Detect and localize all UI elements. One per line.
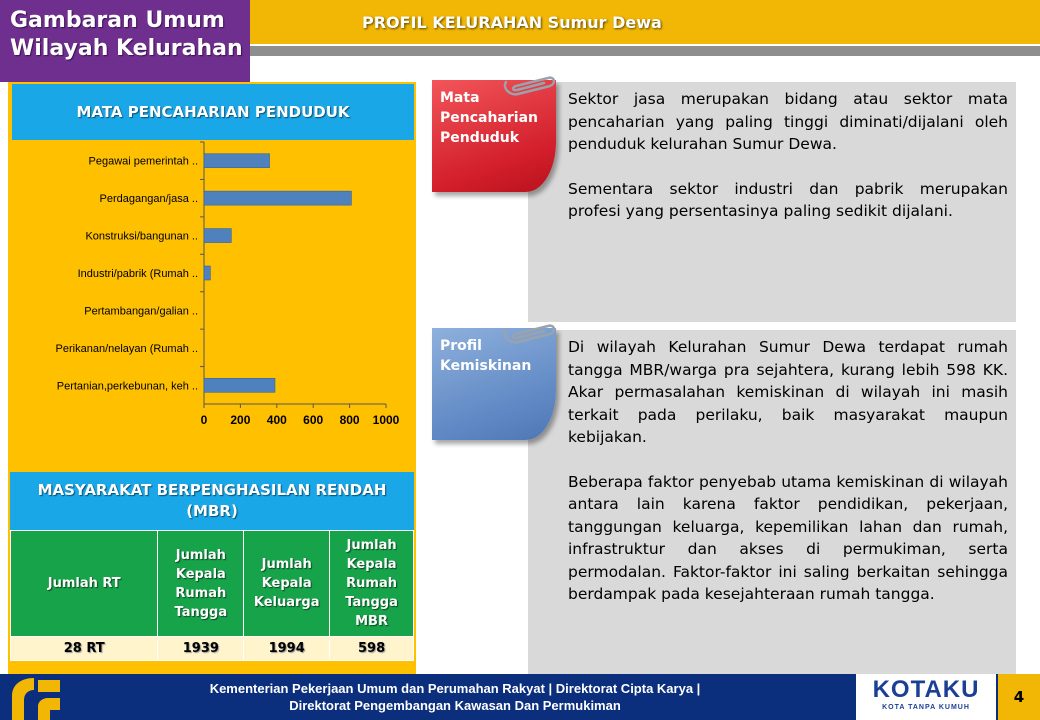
chart-x-tick-label: 1000 [372,413,400,427]
paperclip-icon [500,74,558,108]
paperclip-icon [500,322,558,356]
profile-title: PROFIL KELURAHAN Sumur Dewa [362,13,662,32]
mbr-cell: 28 RT [11,637,158,661]
poverty-paragraph-2: Beberapa faktor penyebab utama kemiskinan di wilayah antara lain karena faktor pendidikan, pekerjaan, tanggungan keluarga, kepemilikan lahan dan rumah, infrastruktur dan akses di permukiman, serta permodalan. Faktor-faktor ini saling berkaitan sehingga berdampak pada kesejahteraan rumah tangga. [568,472,1008,603]
mbr-header-row [11,531,414,637]
sticky-note-poverty: Profil Kemiskinan [432,328,556,440]
chart-bar [204,266,210,280]
mbr-header-cell: Jumlah Kepala Rumah Tangga [158,531,244,637]
section-title-line2: Wilayah Kelurahan [10,36,243,61]
chart-bar [204,191,351,205]
footer-line-1: Kementerian Pekerjaan Umum dan Perumahan Rakyat | Direktorat Cipta Karya | [209,681,701,696]
occupation-bar-chart [10,140,416,440]
occupation-paragraph-1: Sektor jasa merupakan bidang atau sektor mata pencaharian yang paling tinggi diminati/dijalani oleh penduduk kelurahan Sumur Dewa. [568,90,1008,153]
mbr-header-cell: Jumlah RT [11,531,158,637]
chart-category-label: Industri/pabrik (Rumah .. [77,268,198,280]
poverty-text [568,336,1008,606]
chart-category-label: Pertambangan/galian .. [84,305,198,318]
section-title [10,7,245,63]
section-title-line1: Gambaran Umum [10,8,225,33]
kotaku-logo: KOTAKU [872,676,980,703]
chart-category-label: Pertanian,perkebunan, keh .. [56,380,198,393]
mbr-cell: 1994 [244,637,330,661]
kotaku-tagline: KOTA TANPA KUMUH [882,704,970,711]
mbr-cell: 598 [330,637,414,661]
chart-title: MATA PENCAHARIAN PENDUDUK [12,84,414,140]
table-row [11,637,414,661]
chart-bar [204,229,231,243]
mbr-table [10,530,414,661]
footer-line-2: Direktorat Pengembangan Kawasan Dan Permukiman [289,698,621,713]
chart-x-tick-label: 800 [339,413,360,427]
page-number: 4 [998,674,1040,720]
chart-x-tick-label: 600 [303,413,324,427]
mbr-cell: 1939 [158,637,244,661]
chart-category-label: Pegawai pemerintah .. [88,155,198,168]
chart-x-tick-label: 200 [230,413,251,427]
chart-bar [204,154,270,168]
chart-category-label: Perikanan/nelayan (Rumah .. [55,342,198,355]
chart-category-label: Konstruksi/bangunan .. [85,230,198,243]
chart-bar [204,378,275,392]
mbr-title: MASYARAKAT BERPENGHASILAN RENDAH (MBR) [10,472,414,530]
footer-text [150,680,760,714]
chart-x-tick-label: 400 [266,413,287,427]
mbr-header-cell: Jumlah Kepala Rumah Tangga MBR [330,531,414,637]
poverty-paragraph-1: Di wilayah Kelurahan Sumur Dewa terdapat rumah tangga MBR/warga pra sejahtera, kurang lebih 598 KK. Akar permasalahan kemiskinan di wilayah ini masih terkait pada perilaku, baik masyarakat maupun kebijakan. [568,338,1008,446]
header-rule [250,46,1040,56]
pu-ministry-logo-icon [8,676,64,720]
occupation-text [568,88,1008,223]
occupation-paragraph-2: Sementara sektor industri dan pabrik merupakan profesi yang persentasinya paling sedikit dijalani. [568,179,1008,220]
chart-x-tick-label: 0 [200,413,208,427]
sticky-note-occupation: Mata Pencaharian Penduduk [432,80,556,192]
mbr-header-cell: Jumlah Kepala Keluarga [244,531,330,637]
chart-category-label: Perdagangan/jasa .. [99,193,198,206]
